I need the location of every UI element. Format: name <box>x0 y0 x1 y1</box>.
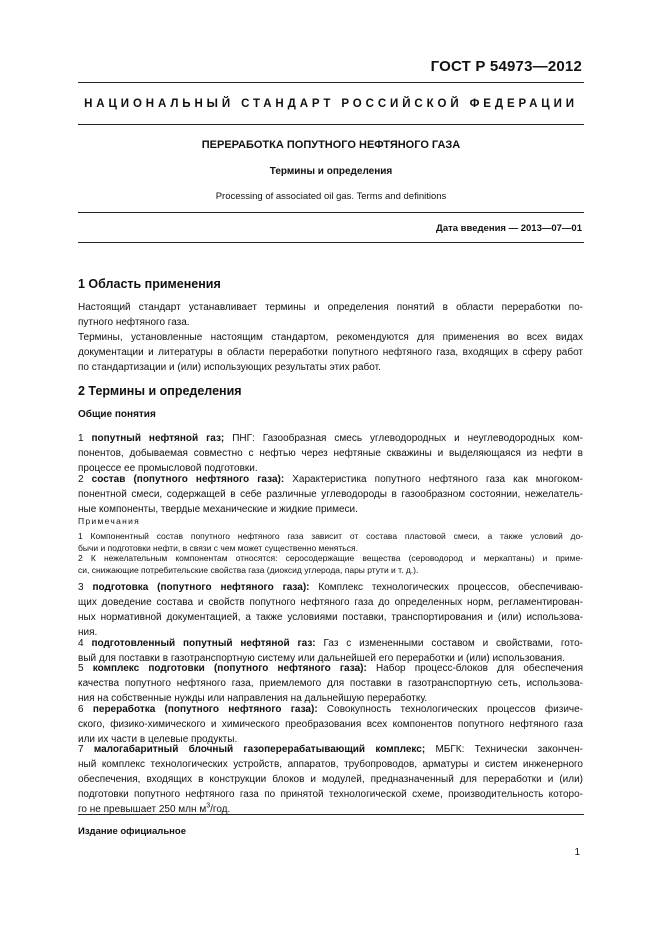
title-rule <box>78 212 584 213</box>
text-line: ных нормативной документацией, а также условиями поставки, транспортирования и (или) использова- <box>78 612 583 623</box>
section-1-heading: 1 Область применения <box>78 277 221 291</box>
note-2 <box>78 552 583 576</box>
superscript: 3 <box>206 802 211 810</box>
document-title: ПЕРЕРАБОТКА ПОПУТНОГО НЕФТЯНОГО ГАЗА <box>201 139 461 151</box>
term-text: Характеристика попутного нефтяного газа как многоком- <box>284 474 583 485</box>
term-text: Набор процесс-блоков для обеспечения <box>366 663 584 674</box>
term-6 <box>78 702 583 747</box>
term-2 <box>78 472 583 517</box>
header-rule-top <box>78 82 584 83</box>
header-rule-bottom <box>78 124 584 125</box>
text-line: щих доведение состава и свойств попутного нефтяного газа до определенных норм, регламентирован- <box>78 597 583 608</box>
section-1-paragraph-1 <box>78 300 583 330</box>
term-number: 2 <box>78 474 92 485</box>
text-line: подготовки попутного нефтяного газа по принятой технологической схеме, производительность которо- <box>78 789 583 800</box>
footer-rule <box>78 814 584 815</box>
term-number: 3 <box>78 582 93 593</box>
term-name: переработка (попутного нефтяного газа): <box>92 704 318 715</box>
text-line: 2 К нежелательным компонентам относятся: серосодержащие вещества (сероводород и меркаптаны) и приме- <box>78 553 583 563</box>
term-name: подготовленный попутный нефтяной газ: <box>91 638 316 649</box>
text-line: Термины, установленные настоящим стандартом, рекомендуются для применения во всех видах <box>78 332 583 343</box>
term-3 <box>78 580 583 640</box>
national-standard-heading: НАЦИОНАЛЬНЫЙ СТАНДАРТ РОССИЙСКОЙ ФЕДЕРАЦИИ <box>84 98 578 110</box>
text-line: си, снижающие потребительские свойства газа (диоксид углерода, пары ртути и т. д.). <box>78 565 419 575</box>
term-name: подготовка (попутного нефтяного газа): <box>92 582 310 593</box>
term-1 <box>78 431 583 476</box>
text-line: ный комплекс технологических устройств, аппаратов, трубопроводов, арматуры и систем инженерного <box>78 759 583 770</box>
term-name: комплекс подготовки (попутного нефтяного газа): <box>92 663 367 674</box>
intro-date: Дата введения — 2013—07—01 <box>436 223 582 234</box>
text-line: бычи и подготовки нефти, в связи с чем может существенно меняться. <box>78 543 358 553</box>
term-7 <box>78 742 583 817</box>
text-line: ния на собственные нужды или направления на дальнейшую переработку. <box>78 693 428 704</box>
term-text: /год. <box>210 804 231 815</box>
text-line: ния. <box>78 627 98 638</box>
term-number: 4 <box>78 638 92 649</box>
note-1 <box>78 530 583 554</box>
text-line: документации и литературы в области переработки попутного нефтяного газа, входящих в сферу работ <box>78 347 583 358</box>
term-text: Комплекс технологических процессов, обеспечиваю- <box>309 582 583 593</box>
term-number: 7 <box>78 744 94 755</box>
text-line: по стандартизации и (или) использующих результаты этих работ. <box>78 362 381 373</box>
text-line: ского, физико-химического и химического преобразования всех компонентов попутного нефтяного газа <box>78 719 583 730</box>
term-text: го не превышает 250 млн м <box>78 804 207 815</box>
term-text: МБГК: Технически закончен- <box>425 744 584 755</box>
text-line: понентов, добываемая совместно с нефтью через нефтяные скважины и выделяющаяся из нефти в <box>78 448 583 459</box>
term-number: 1 <box>78 433 92 444</box>
general-concepts-heading: Общие понятия <box>78 409 156 420</box>
term-5 <box>78 661 583 706</box>
text-line: 1 Компонентный состав попутного нефтяного газа зависит от состава пластовой смеси, а также условий до- <box>78 531 583 541</box>
text-line: ные компоненты, твердые механические и жидкие примеси. <box>78 504 358 515</box>
standard-number: ГОСТ Р 54973—2012 <box>430 58 582 75</box>
term-number: 6 <box>78 704 93 715</box>
term-name: состав (попутного нефтяного газа): <box>91 474 285 485</box>
term-number: 5 <box>78 663 93 674</box>
page-number: 1 <box>574 847 580 858</box>
text-line: качества попутного нефтяного газа, приемлемого для поставки в газотранспортную сеть, использова- <box>78 678 583 689</box>
term-name: малогабаритный блочный газоперерабатывающий комплекс; <box>93 744 426 755</box>
text-line: понентной смеси, содержащей в себе различные углеводороды в газообразном состоянии, нежелатель- <box>78 489 583 500</box>
term-text: ПНГ: Газообразная смесь углеводородных и неуглеводородных ком- <box>224 433 583 444</box>
english-title: Processing of associated oil gas. Terms and definitions <box>215 191 447 202</box>
term-name: попутный нефтяной газ; <box>91 433 225 444</box>
text-line: обеспечения, входящих в конструкции блоков и модулей, предназначенный для переработки и (или) <box>78 774 583 785</box>
text-line: вый для поставки в газотранспортную систему или дальнейшей его переработки и (или) использования. <box>78 653 565 664</box>
term-text: Газ с измененными составом и свойствами, гото- <box>315 638 583 649</box>
text-line: процессе ее промысловой подготовки. <box>78 463 258 474</box>
section-2-heading: 2 Термины и определения <box>78 384 242 398</box>
date-rule <box>78 242 584 243</box>
text-line: или их части в целевые продукты. <box>78 734 238 745</box>
official-edition-label: Издание официальное <box>78 826 186 837</box>
text-line: Настоящий стандарт устанавливает термины и определения понятий в области переработки по- <box>78 302 583 313</box>
text-line: путного нефтяного газа. <box>78 317 190 328</box>
term-text: Совокупность технологических процессов физиче- <box>317 704 584 715</box>
document-subtitle: Термины и определения <box>269 166 393 177</box>
notes-heading: Примечания <box>78 516 141 526</box>
section-1-paragraph-2 <box>78 330 583 375</box>
